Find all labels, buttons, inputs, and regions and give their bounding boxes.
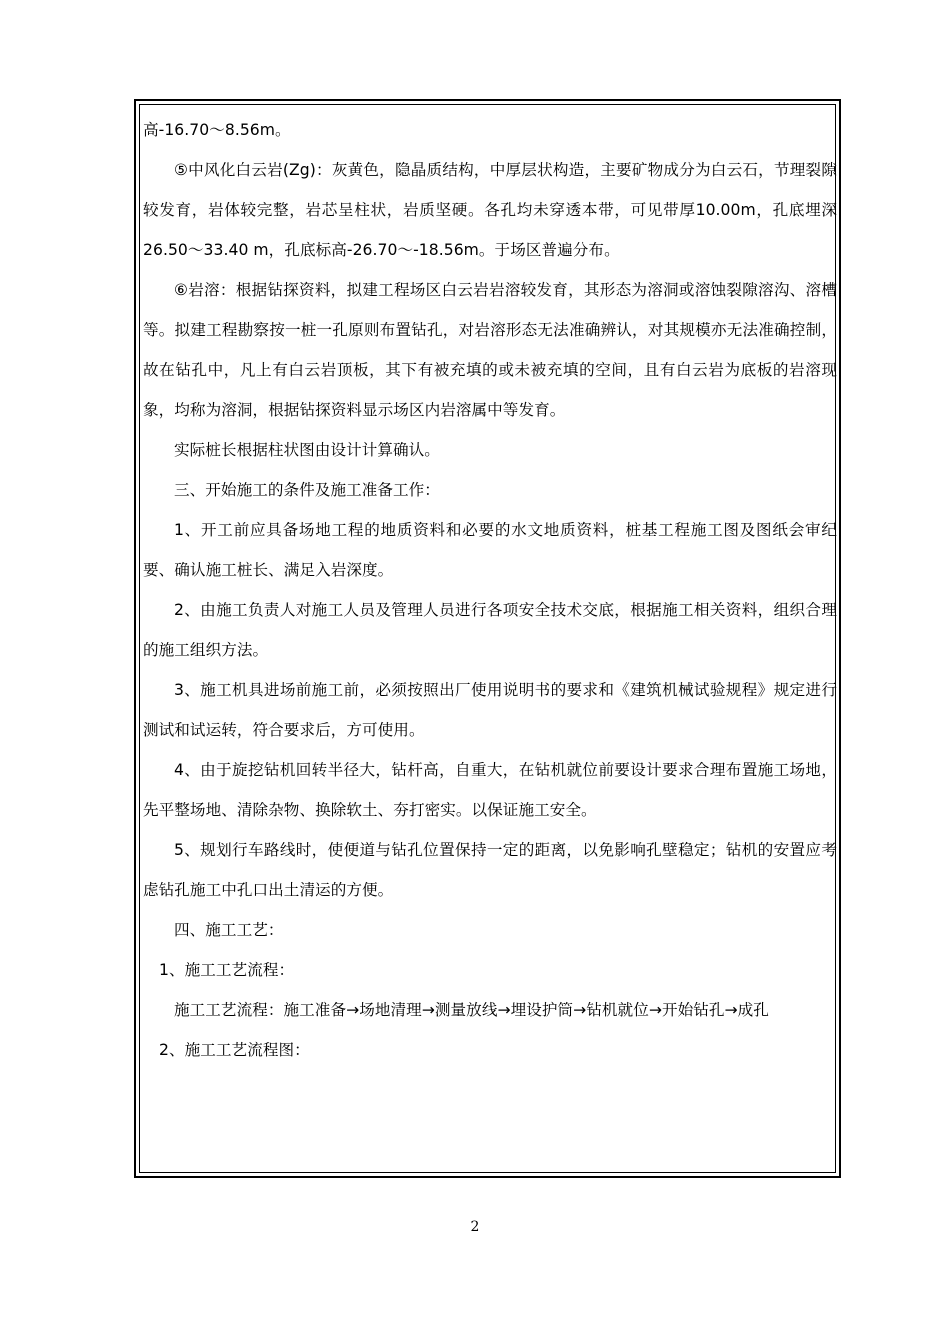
paragraph-elevation-continuation: 高-16.70～8.56m。: [143, 121, 291, 139]
paragraph-item-5: 5、规划行车路线时，使便道与钻孔位置保持一定的距离，以免影响孔壁稳定；钻机的安置应考虑钻孔施工中孔口出土清运的方便。: [143, 841, 837, 899]
paragraph-item-3: 3、施工机具进场前施工前，必须按照出厂使用说明书的要求和《建筑机械试验规程》规定进行测试和试运转，符合要求后，方可使用。: [143, 681, 837, 739]
heading-section-4: 四、施工工艺：: [174, 921, 284, 939]
paragraph-dolomite-layer: ⑤中风化白云岩(Zg)：灰黄色，隐晶质结构，中厚层状构造，主要矿物成分为白云石，节理裂隙较发育，岩体较完整，岩芯呈柱状，岩质坚硬。各孔均未穿透本带，可见带厚10.00m，孔底埋深26.50～33.40 m，孔底标高-26.70～-18.56m。于场区普遍分布。: [143, 161, 837, 259]
paragraph-item-2: 2、由施工负责人对施工人员及管理人员进行各项安全技术交底，根据施工相关资料，组织合理的施工组织方法。: [143, 601, 837, 659]
paragraph-item-4: 4、由于旋挖钻机回转半径大，钻杆高，自重大，在钻机就位前要设计要求合理布置施工场地，先平整场地、清除杂物、换除软土、夯打密实。以保证施工安全。: [143, 761, 837, 819]
paragraph-item-1: 1、开工前应具备场地工程的地质资料和必要的水文地质资料，桩基工程施工图及图纸会审纪要、确认施工桩长、满足入岩深度。: [143, 521, 837, 579]
heading-section-3: 三、开始施工的条件及施工准备工作：: [174, 481, 440, 499]
paragraph-karst: ⑥岩溶：根据钻探资料，拟建工程场区白云岩岩溶较发育，其形态为溶洞或溶蚀裂隙溶沟、溶槽等。拟建工程勘察按一桩一孔原则布置钻孔，对岩溶形态无法准确辨认，对其规模亦无法准确控制，故在钻孔中，凡上有白云岩顶板，其下有被充填的或未被充填的空间，且有白云岩为底板的岩溶现象，均称为溶洞，根据钻探资料显示场区内岩溶属中等发育。: [143, 281, 837, 419]
paragraph-process-flow: 施工工艺流程：施工准备→场地清理→测量放线→埋设护筒→钻机就位→开始钻孔→成孔: [174, 1001, 769, 1019]
page-number: 2: [470, 1219, 480, 1235]
subheading-process-flow: 1、施工工艺流程：: [159, 961, 295, 979]
subheading-flow-chart: 2、施工工艺流程图：: [159, 1041, 310, 1059]
paragraph-pile-length: 实际桩长根据柱状图由设计计算确认。: [174, 441, 440, 459]
document-body: [143, 110, 837, 1070]
